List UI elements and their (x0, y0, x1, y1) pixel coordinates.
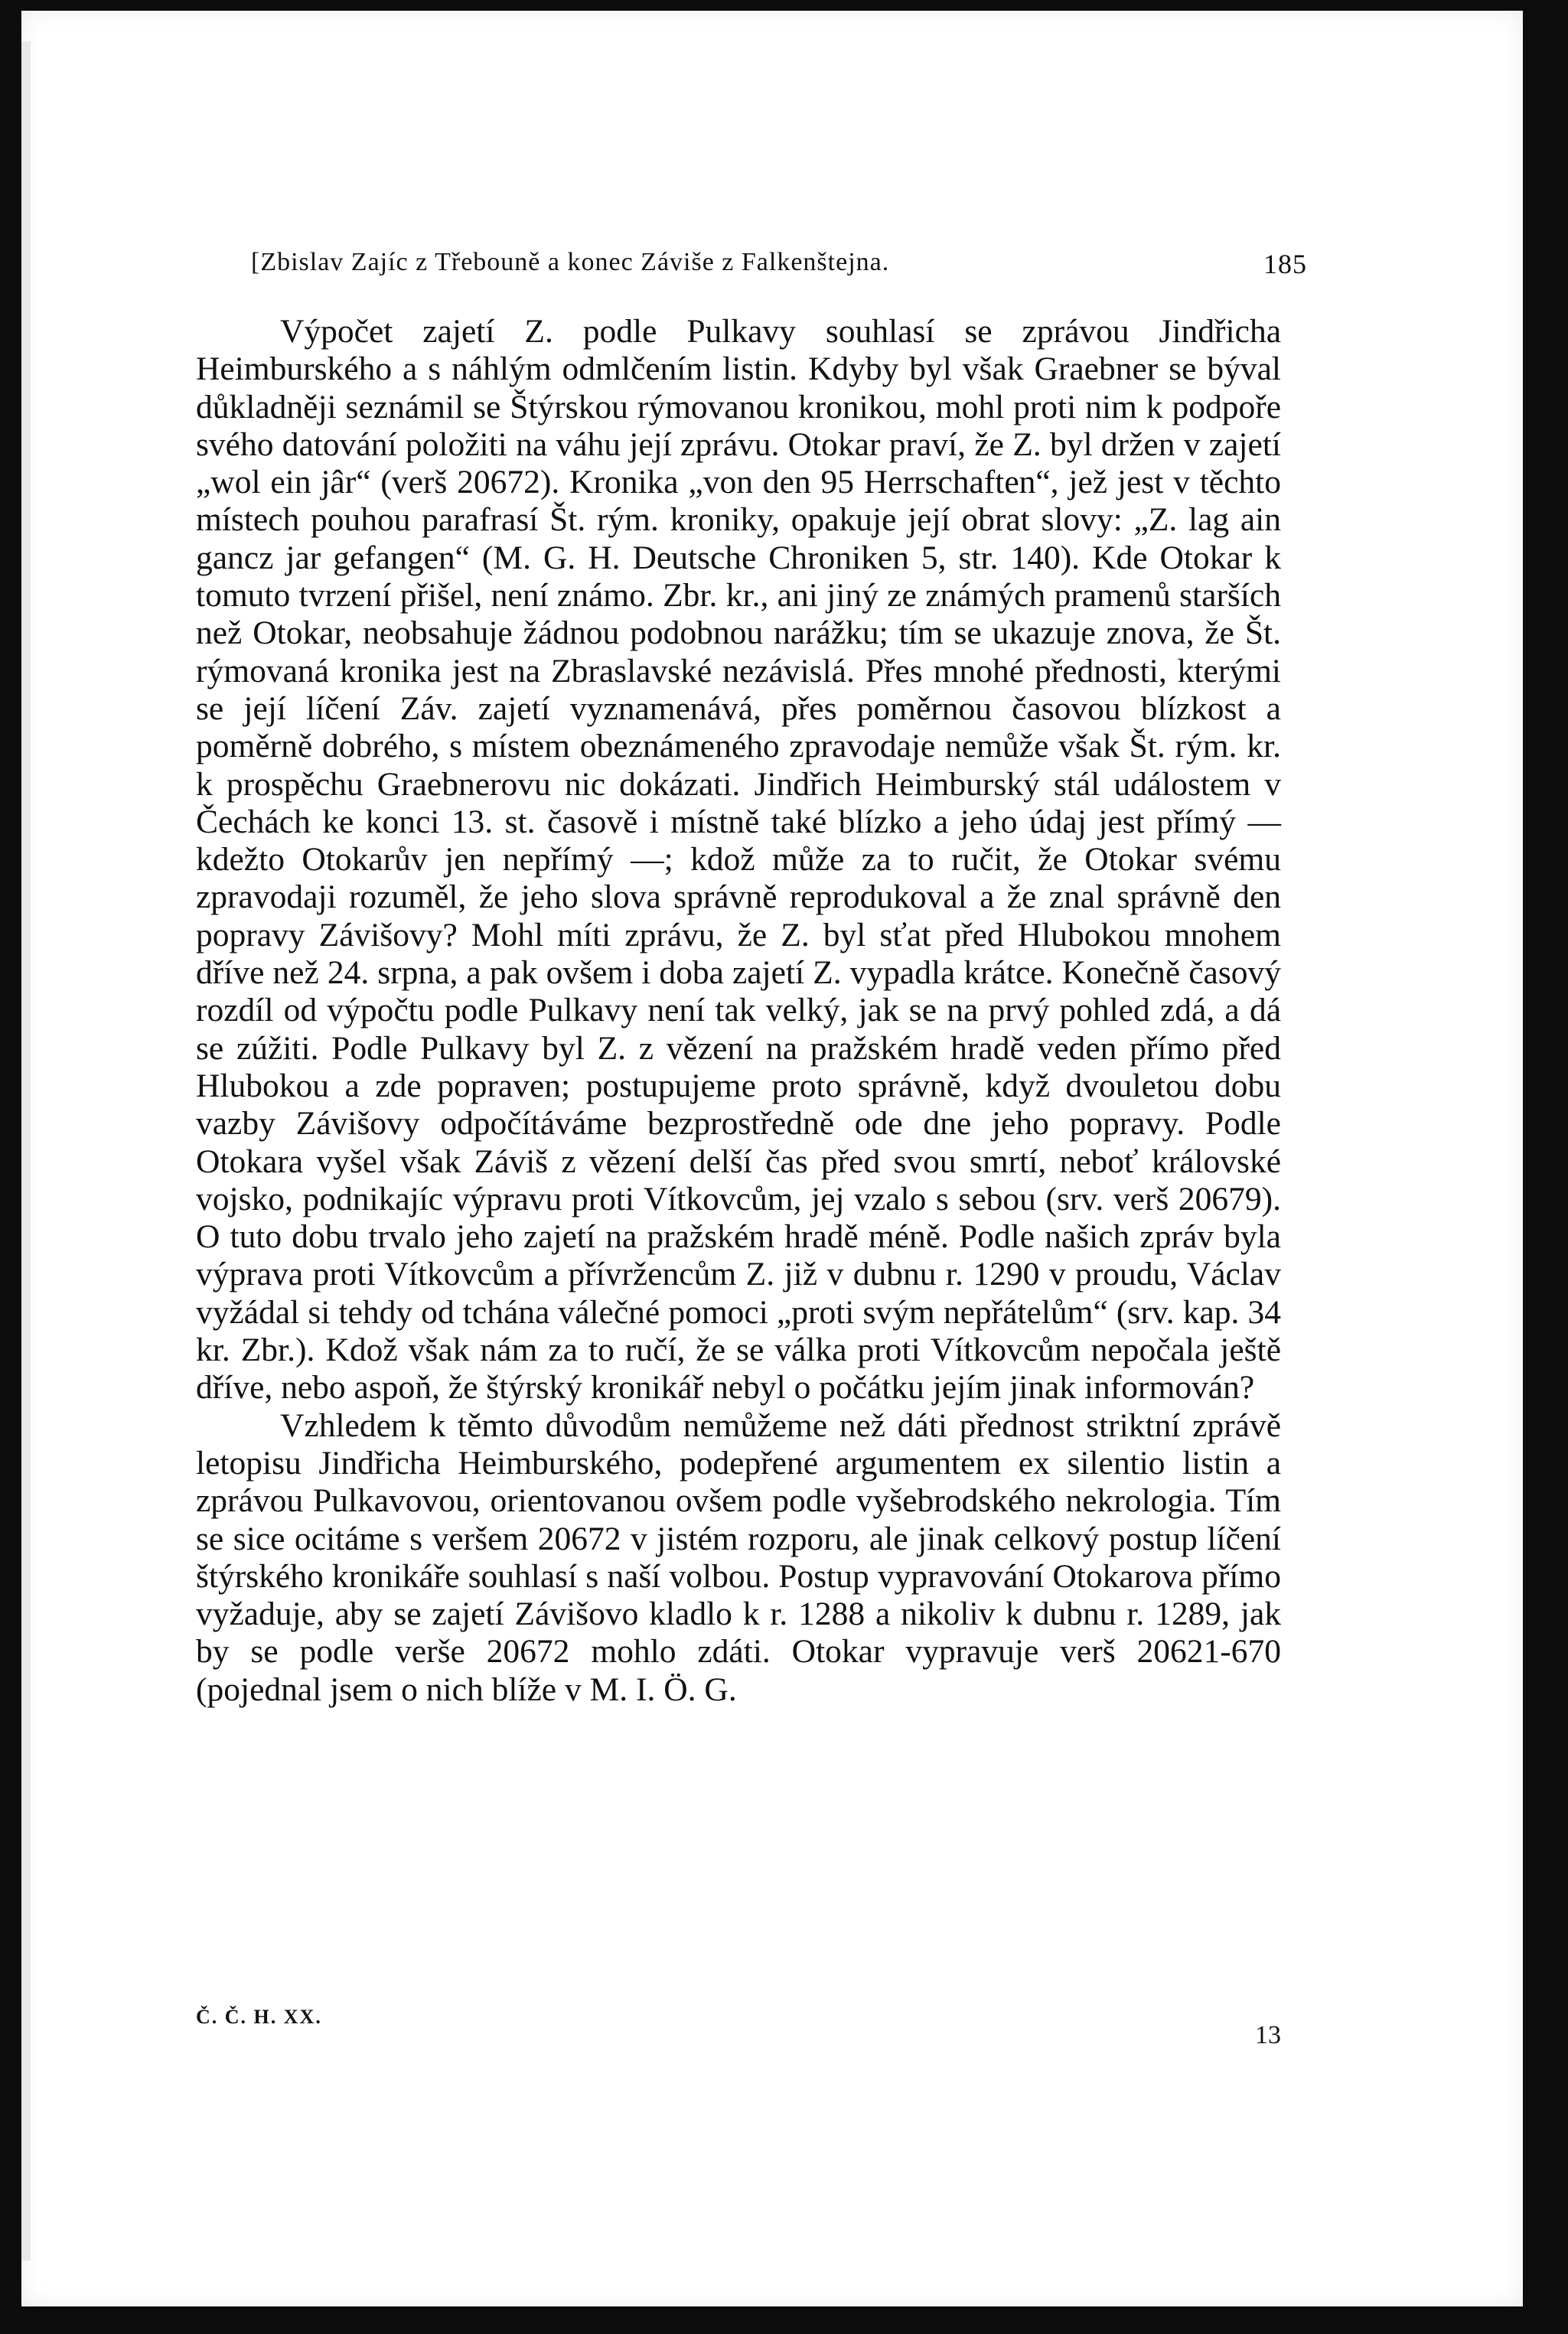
book-page (21, 11, 1523, 2306)
page-gutter (21, 41, 31, 2261)
sheet-number: 13 (1255, 2021, 1281, 2049)
body-text (196, 313, 1281, 1709)
page-number: 185 (1263, 249, 1307, 279)
running-title: [Zbislav Zajíc z Třebouně a konec Záviše z Falkenštejna. (251, 248, 890, 276)
signature-mark: Č. Č. H. XX. (196, 2006, 322, 2028)
page-footer (196, 2006, 1281, 2050)
page-header (251, 248, 1307, 280)
paragraph: Vzhledem k těmto důvodům nemůžeme než dáti přednost striktní zprávě letopisu Jindřicha Heimburského, podepřené argumentem ex silentio listin a zprávou Pulkavovou, orientovanou ovšem podle vyšebrodského nekrologia. Tím se sice ocitáme s veršem 20672 v jistém rozporu, ale jinak celkový postup líčení štýrského kronikáře souhlasí s naší volbou. Postup vypravování Otokarova přímo vyžaduje, aby se zajetí Závišovo kladlo k r. 1288 a nikoliv k dubnu r. 1289, jak by se podle verše 20672 mohlo zdáti. Otokar vypravuje verš 20621-670 (pojednal jsem o nich blíže v M. I. Ö. G. (196, 1407, 1281, 1708)
paragraph: Výpočet zajetí Z. podle Pulkavy souhlasí se zprávou Jindřicha Heimburského a s náhlým odmlčením listin. Kdyby byl však Graebner se býval důkladněji seznámil se Štýrskou rýmovanou kronikou, mohl proti nim k podpoře svého datování položiti na váhu její zprávu. Otokar praví, že Z. byl držen v zajetí „wol ein jâr“ (verš 20672). Kronika „von den 95 Herrschaften“, jež jest v těchto místech pouhou parafrasí Št. rým. kroniky, opakuje její obrat slovy: „Z. lag ain gancz jar gefangen“ (M. G. H. Deutsche Chroniken 5, str. 140). Kde Otokar k tomuto tvrzení přišel, není známo. Zbr. kr., ani jiný ze známých pramenů starších než Otokar, neobsahuje žádnou podobnou narážku; tím se ukazuje znova, že Št. rýmovaná kronika jest na Zbraslavské nezávislá. Přes mnohé přednosti, kterými se její líčení Záv. zajetí vyznamenává, přes poměrnou časovou blízkost a poměrně dobrého, s místem obeznámeného zpravodaje nemůže však Št. rým. kr. k prospěchu Graebnerovu nic dokázati. Jindřich Heimburský stál událostem v Čechách ke konci 13. st. časově i místně také blízko a jeho údaj jest přímý — kdežto Otokarův jen nepřímý —; kdož může za to ručit, že Otokar svému zpravodaji rozuměl, že jeho slova správně reprodukoval a že znal správně den popravy Závišovy? Mohl míti zprávu, že Z. byl sťat před Hlubokou mnohem dříve než 24. srpna, a pak ovšem i doba zajetí Z. vypadla krátce. Konečně časový rozdíl od výpočtu podle Pulkavy není tak velký, jak se na prvý pohled zdá, a dá se zúžiti. Podle Pulkavy byl Z. z vězení na pražském hradě veden přímo před Hlubokou a zde popraven; postupujeme proto správně, když dvouletou dobu vazby Závišovy odpočítáváme bezprostředně ode dne jeho popravy. Podle Otokara vyšel však Záviš z vězení delší čas před svou smrtí, neboť královské vojsko, podnikajíc výpravu proti Vítkovcům, jej vzalo s sebou (srv. verš 20679). O tuto dobu trvalo jeho zajetí na pražském hradě méně. Podle našich zpráv byla výprava proti Vítkovcům a přívržencům Z. již v dubnu r. 1290 v proudu, Václav vyžádal si tehdy od tchána válečné pomoci „proti svým nepřátelům“ (srv. kap. 34 kr. Zbr.). Kdož však nám za to ručí, že se válka proti Vítkovcům nepočala ještě dříve, nebo aspoň, že štýrský kronikář nebyl o počátku jejím jinak informován? (196, 313, 1281, 1407)
